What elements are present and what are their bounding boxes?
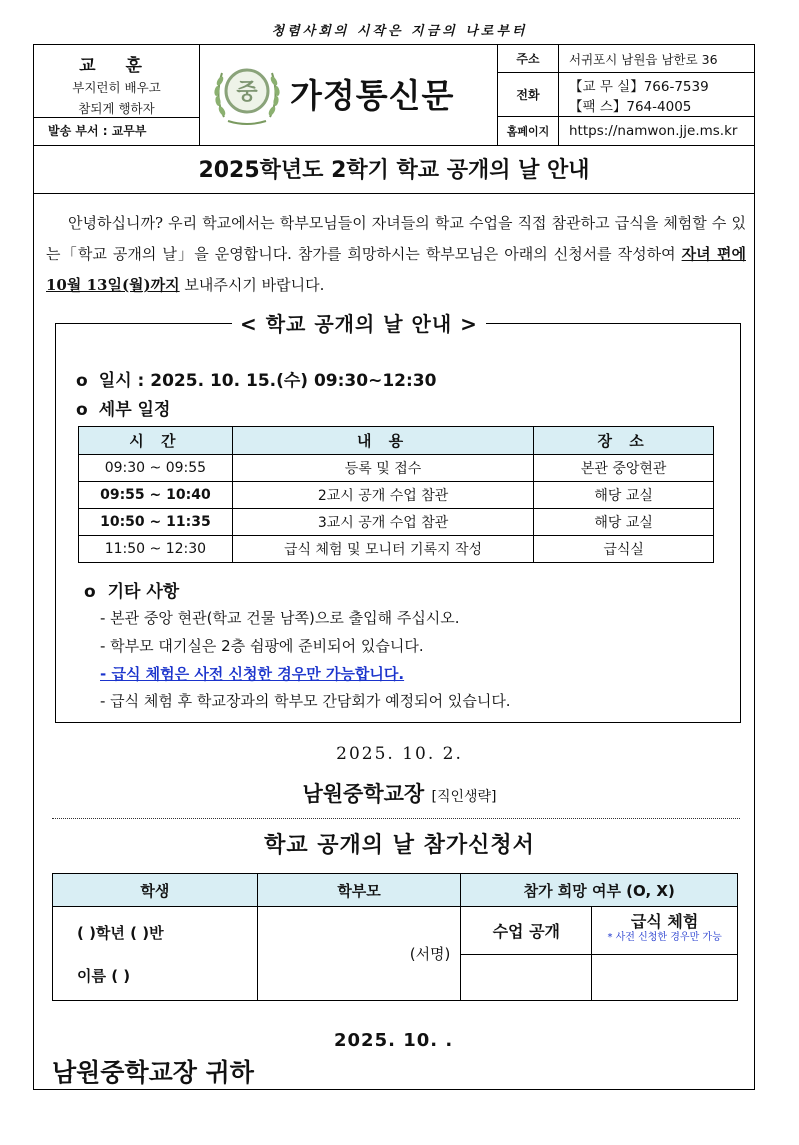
intro-text: 안녕하십니까? 우리 학교에서는 학부모님들이 자녀들의 학교 수업을 직접 참관하고 급식을 체험할 수 있는「학교 공개의 날」을 운영합니다. 참가를 희망하시는 학부모님은 아래의 신청서를 작성하여	[46, 214, 746, 263]
application-form-table	[52, 873, 738, 1001]
grade-class-field[interactable]: ( )학년 ( )반	[77, 923, 164, 942]
homepage-row	[498, 117, 755, 145]
etc-item-meeting: - 급식 체험 후 학교장과의 학부모 간담회가 예정되어 있습니다.	[100, 692, 511, 710]
motto-box	[34, 45, 200, 117]
school-info	[497, 45, 754, 145]
schedule-table	[78, 426, 714, 563]
place-cell: 해당 교실	[534, 509, 714, 536]
motto-title: 교 훈	[79, 56, 154, 76]
phone-label: 전화	[498, 73, 559, 116]
sending-department: 발송 부서 : 교무부	[34, 117, 200, 145]
phone-office: 【교 무 실】766-7539	[569, 78, 709, 95]
table-row	[79, 536, 714, 563]
place-cell: 해당 교실	[534, 482, 714, 509]
col-time: 시 간	[79, 427, 233, 455]
newsletter-title: 가정통신문	[290, 76, 455, 115]
deadline-emphasis: 자녀 편에 10월 13일(월)까지	[46, 245, 746, 294]
address-label: 주소	[498, 45, 559, 72]
time-cell: 10:50 ~ 11:35	[79, 509, 233, 536]
time-cell: 11:50 ~ 12:30	[79, 536, 233, 563]
slogan: 청렴사회의 시작은 지금의 나로부터	[271, 24, 528, 39]
signer-name: 남원중학교장	[302, 782, 425, 806]
table-row	[79, 509, 714, 536]
homepage-link[interactable]: https://namwon.jje.ms.kr	[569, 123, 738, 139]
meal-answer[interactable]	[592, 954, 738, 1001]
issue-date: 2025. 10. 2.	[336, 744, 463, 764]
place-cell: 본관 중앙현관	[534, 455, 714, 482]
meal-note: * 사전 신청한 경우만 가능	[607, 932, 722, 944]
parent-signature-cell[interactable]	[257, 907, 461, 1001]
schedule-heading-line	[76, 395, 170, 420]
event-datetime: 일시 : 2025. 10. 15.(수) 09:30~12:30	[98, 371, 437, 391]
col-content: 내 용	[232, 427, 533, 455]
content-cell: 등록 및 접수	[232, 455, 533, 482]
schedule-heading: 세부 일정	[98, 400, 171, 420]
time-cell: 09:30 ~ 09:55	[79, 455, 233, 482]
svg-text:중: 중	[236, 80, 258, 105]
seal-omitted-note: [직인생략]	[431, 789, 497, 805]
cut-line	[52, 818, 740, 819]
etc-item-meal-notice: - 급식 체험은 사전 신청한 경우만 가능합니다.	[100, 665, 405, 683]
time-cell: 09:55 ~ 10:40	[79, 482, 233, 509]
intro-text-end: 보내주시기 바랍니다.	[179, 276, 325, 294]
address-value: 서귀포시 남원읍 남한로 36	[569, 51, 718, 67]
address-row	[498, 45, 755, 73]
meal-label-cell	[592, 907, 738, 955]
class-visit-answer[interactable]	[461, 954, 592, 1001]
signature-label: (서명)	[409, 945, 451, 963]
col-student: 학생	[53, 874, 258, 907]
etc-heading-line	[84, 577, 179, 602]
form-date: 2025. 10. .	[334, 1030, 454, 1051]
content-cell: 3교시 공개 수업 참관	[232, 509, 533, 536]
schedule-header-row	[79, 427, 714, 455]
datetime-line	[76, 366, 436, 391]
class-visit-label: 수업 공개	[461, 907, 592, 955]
col-participation: 참가 희망 여부 (O, X)	[461, 874, 738, 907]
intro-paragraph	[46, 208, 746, 301]
addressee: 남원중학교장 귀하	[52, 1058, 254, 1087]
bullet-icon: o	[76, 371, 88, 391]
place-cell: 급식실	[534, 536, 714, 563]
etc-heading: 기타 사항	[107, 582, 180, 602]
motto-line-2: 참되게 행하자	[78, 101, 155, 116]
phone-fax: 【팩 스】764-4005	[569, 98, 692, 115]
signer-line	[0, 778, 799, 808]
etc-item-entrance: - 본관 중앙 현관(학교 건물 남쪽)으로 출입해 주십시오.	[100, 609, 460, 627]
col-place: 장 소	[534, 427, 714, 455]
content-cell: 2교시 공개 수업 참관	[232, 482, 533, 509]
student-info-cell[interactable]	[53, 907, 258, 1001]
table-row	[79, 455, 714, 482]
homepage-label: 홈페이지	[498, 117, 559, 145]
phone-row	[498, 73, 755, 117]
meal-label: 급식 체험	[630, 912, 699, 932]
form-title: 학교 공개의 날 참가신청서	[264, 833, 535, 858]
content-cell: 급식 체험 및 모니터 기록지 작성	[232, 536, 533, 563]
table-row	[79, 482, 714, 509]
col-parent: 학부모	[257, 874, 461, 907]
motto-line-1: 부지런히 배우고	[72, 80, 161, 95]
document-title: 2025학년도 2학기 학교 공개의 날 안내	[34, 146, 754, 194]
bullet-icon: o	[76, 400, 88, 420]
etc-item-waiting-room: - 학부모 대기실은 2층 쉼팡에 준비되어 있습니다.	[100, 637, 424, 655]
bullet-icon: o	[84, 582, 96, 602]
school-emblem-icon	[210, 57, 284, 133]
student-name-field[interactable]: 이름 ( )	[77, 966, 131, 985]
guide-title: < 학교 공개의 날 안내 >	[232, 308, 486, 337]
